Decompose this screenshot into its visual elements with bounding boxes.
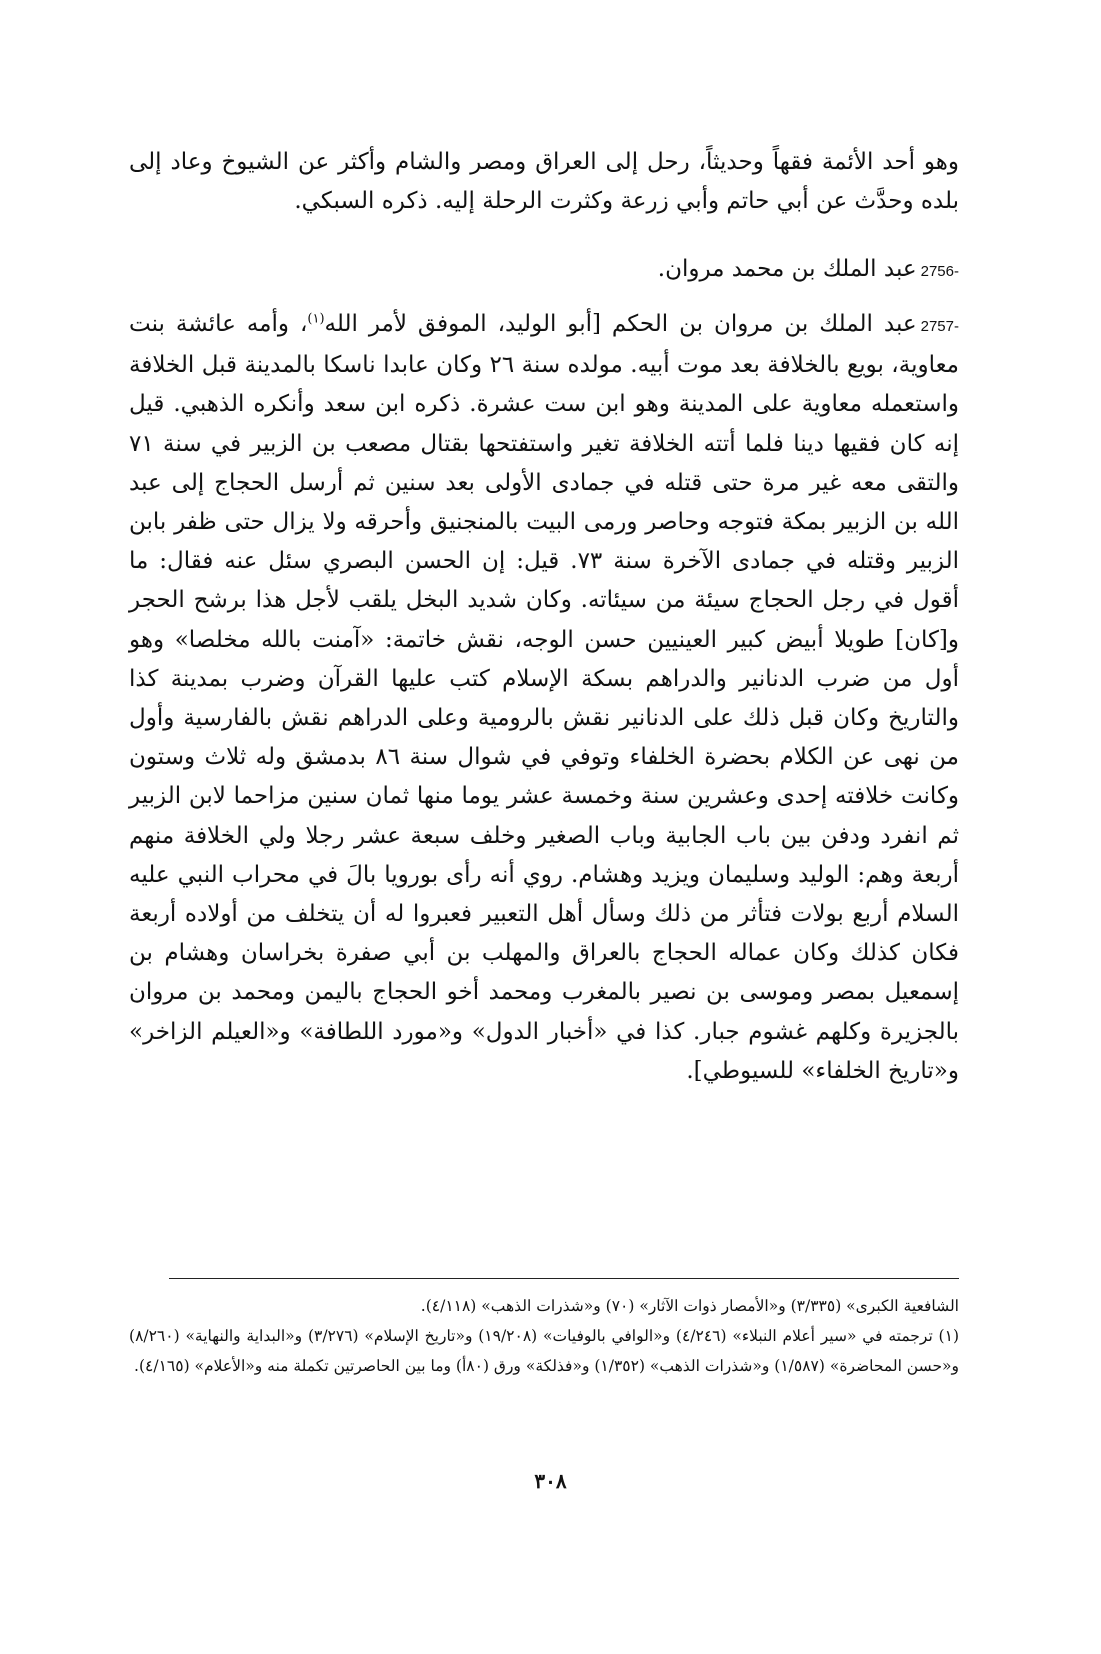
entry-number: 2756-	[920, 263, 959, 280]
footnotes-section	[129, 1291, 959, 1381]
entry-2756	[129, 250, 959, 291]
footnote-1: (١) ترجمته في «سير أعلام النبلاء» (٤/٢٤٦) و«الوافي بالوفيات» (١٩/٢٠٨) و«تاريخ الإسلام» (٣/٢٧٦) و«البداية والنهاية» (٨/٢٦٠) و«حسن المحاضرة» (١/٥٨٧) و«شذرات الذهب» (١/٣٥٢) و«فذلكة» ورق (٨٠أ) وما بين الحاصرتين تكملة منه و«الأعلام» (٤/١٦٥).	[129, 1327, 959, 1375]
continuation-paragraph: وهو أحد الأئمة فقهاً وحديثاً، رحل إلى العراق ومصر والشام وأكثر عن الشيوخ وعاد إلى بلده وحدَّث عن أبي حاتم وأبي زرعة وكثرت الرحلة إليه. ذكره السبكي.	[129, 149, 959, 215]
entry-number: 2757-	[920, 318, 959, 335]
entry-text-opening: عبد الملك بن مروان بن الحكم [أبو الوليد، الموفق لأمر الله	[324, 311, 917, 337]
footnote-continuation: الشافعية الكبرى» (٣/٣٣٥) و«الأمصار ذوات الآثار» (٧٠) و«شذرات الذهب» (٤/١١٨).	[420, 1297, 959, 1315]
entry-text-body: ، وأمه عائشة بنت معاوية، بويع بالخلافة بعد موت أبيه. مولده سنة ٢٦ وكان عابدا ناسكا بالمدينة قبل الخلافة واستعمله معاوية على المدينة وهو ابن ست عشرة. ذكره ابن سعد وأنكره الذهبي. قيل إنه كان فقيها دينا فلما أتته الخلافة تغير واستفتحها بقتال مصعب بن الزبير في سنة ٧١ والتقى معه غير مرة حتى قتله في جمادى الأولى بعد سنين ثم أرسل الحجاج إلى عبد الله بن الزبير بمكة فتوجه وحاصر ورمى البيت بالمنجنيق وأحرقه ولا يزال حتى ظفر بابن الزبير وقتله في جمادى الآخرة سنة ٧٣. قيل: إن الحسن البصري سئل عنه فقال: ما أقول في رجل الحجاج سيئة من سيئاته. وكان شديد البخل يلقب لأجل هذا برشح الحجر و[كان] طويلا أبيض كبير العينيين حسن الوجه، نقش خاتمة: «آمنت بالله مخلصا» وهو أول من ضرب الدنانير والدراهم بسكة الإسلام كتب عليها القرآن وضرب بمدينة كذا والتاريخ وكان قبل ذلك على الدنانير نقش بالرومية وعلى الدراهم نقش بالفارسية وأول من نهى عن الكلام بحضرة الخلفاء وتوفي في شوال سنة ٨٦ بدمشق وله ثلاث وستون وكانت خلافته إحدى وعشرين سنة وخمسة عشر يوما منها ثمان سنين مزاحما لابن الزبير ثم انفرد ودفن بين باب الجابية وباب الصغير وخلف سبعة عشر رجلا ولي الخلافة منهم أربعة وهم: الوليد وسليمان ويزيد وهشام. روي أنه رأى بورويا بالَ في محراب النبي عليه السلام أربع بولات فتأثر من ذلك وسأل أهل التعبير فعبروا له أن يتخلف من أولاده أربعة فكان كذلك وكان عماله الحجاج بالعراق والمهلب بن أبي صفرة بخراسان وهشام بن إسمعيل بمصر وموسى بن نصير بالمغرب ومحمد أخو الحجاج باليمن ومحمد بن مروان بالجزيرة وكلهم غشوم جبار. كذا في «أخبار الدول» و«مورد اللطافة» و«العيلم الزاخر» و«تاريخ الخلفاء» للسيوطي].	[129, 311, 959, 1084]
entry-2757	[129, 305, 959, 1091]
footnote-separator	[169, 1278, 959, 1279]
page-number: ٣٠٨	[534, 1469, 567, 1493]
footnote-reference[interactable]: (١)	[307, 311, 325, 327]
entry-text: عبد الملك بن محمد مروان.	[657, 256, 917, 282]
